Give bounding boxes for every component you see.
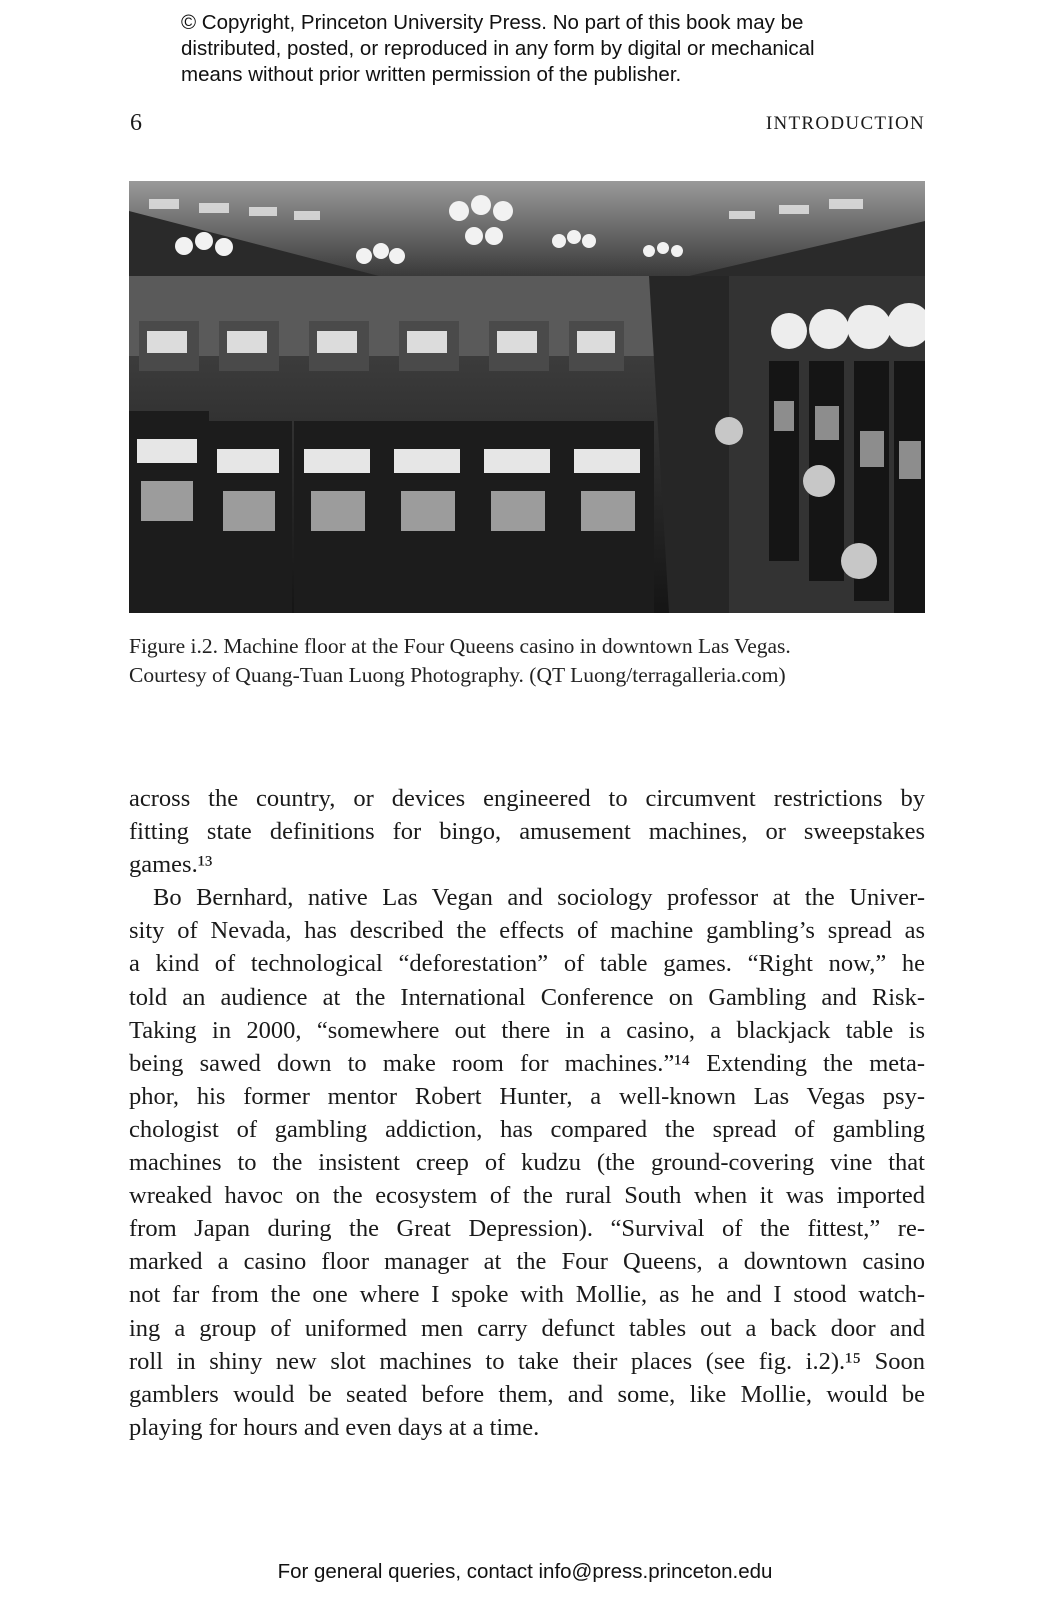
body-line: Bo Bernhard, native Las Vegan and sociology professor at the Univer- xyxy=(153,884,925,912)
body-line: told an audience at the International Conference on Gambling and Risk- xyxy=(129,983,925,1011)
running-head xyxy=(130,110,925,140)
copyright-line: means without prior written permission of the publisher. xyxy=(181,63,682,86)
caption-line: Figure i.2. Machine floor at the Four Queens casino in downtown Las Vegas. xyxy=(129,634,791,658)
figure-caption xyxy=(129,632,929,690)
body-line: gamblers would be seated before them, and some, like Mollie, would be xyxy=(129,1380,925,1408)
body-line: chologist of gambling addiction, has compared the spread of gambling xyxy=(129,1115,925,1143)
copyright-line: © Copyright, Princeton University Press. No part of this book may be xyxy=(181,11,804,34)
body-line: phor, his former mentor Robert Hunter, a well-known Las Vegas psy- xyxy=(129,1082,925,1110)
casino-photo xyxy=(129,181,925,613)
body-line: Taking in 2000, “somewhere out there in a casino, a blackjack table is xyxy=(129,1016,925,1044)
body-line: fitting state definitions for bingo, amusement machines, or sweepstakes xyxy=(129,818,925,846)
body-line: roll in shiny new slot machines to take their places (see fig. i.2).¹⁵ Soon xyxy=(129,1347,925,1375)
body-line: wreaked havoc on the ecosystem of the rural South when it was imported xyxy=(129,1182,925,1210)
copyright-notice xyxy=(181,10,941,88)
body-text xyxy=(129,782,925,1444)
body-line: not far from the one where I spoke with Mollie, as he and I stood watch- xyxy=(129,1281,925,1309)
page-number: 6 xyxy=(130,110,142,136)
body-line: playing for hours and even days at a time. xyxy=(129,1413,540,1441)
body-line: from Japan during the Great Depression). “Survival of the fittest,” re- xyxy=(129,1215,925,1243)
body-line: a kind of technological “deforestation” of table games. “Right now,” he xyxy=(129,950,925,978)
footer-contact: For general queries, contact info@press.princeton.edu xyxy=(277,1560,773,1583)
caption-line: Courtesy of Quang-Tuan Luong Photography. (QT Luong/terragalleria.com) xyxy=(129,663,786,687)
body-line: ing a group of uniformed men carry defunct tables out a back door and xyxy=(129,1314,925,1342)
body-line: machines to the insistent creep of kudzu (the ground-covering vine that xyxy=(129,1149,925,1177)
body-line: across the country, or devices engineered to circumvent restrictions by xyxy=(129,785,925,812)
copyright-line: distributed, posted, or reproduced in any form by digital or mechanical xyxy=(181,37,815,60)
body-line: marked a casino floor manager at the Four Queens, a downtown casino xyxy=(129,1248,925,1276)
body-line: games.¹³ xyxy=(129,851,213,879)
section-title: INTRODUCTION xyxy=(765,113,925,134)
body-line: being sawed down to make room for machines.”¹⁴ Extending the meta- xyxy=(129,1049,925,1077)
body-line: sity of Nevada, has described the effects of machine gambling’s spread as xyxy=(129,917,925,945)
